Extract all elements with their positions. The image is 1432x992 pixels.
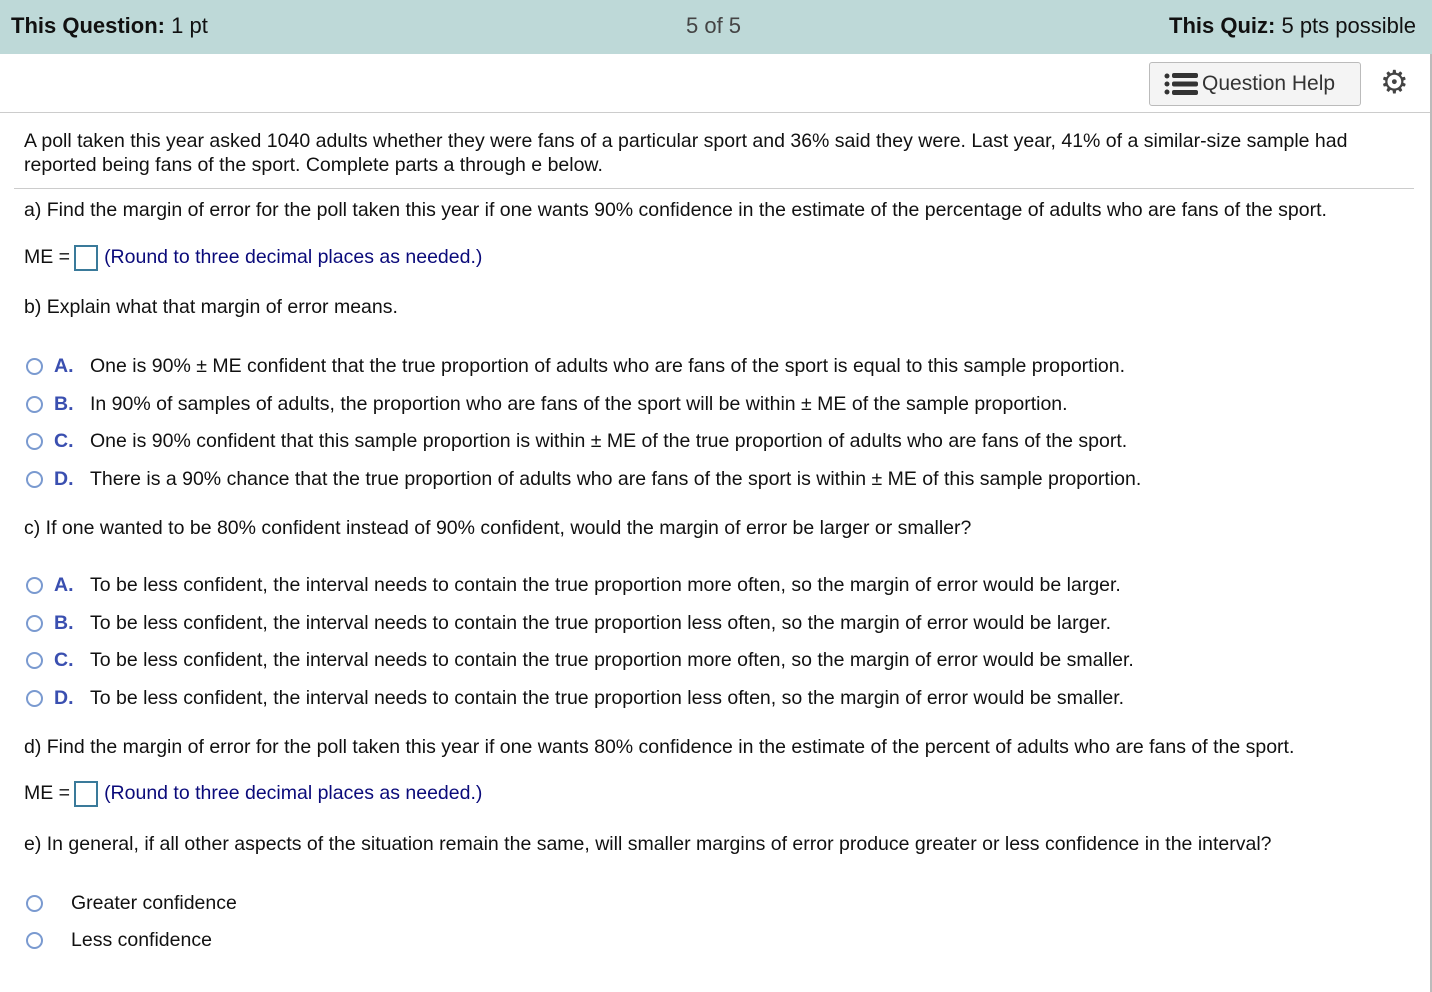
- option-text: There is a 90% chance that the true proportion of adults who are fans of the sport is within ± ME of this sample proportion.: [90, 468, 1142, 490]
- radio-button[interactable]: [26, 471, 43, 488]
- part-d-hint: (Round to three decimal places as needed.): [104, 782, 483, 805]
- part-b-option-a[interactable]: [26, 355, 1125, 378]
- part-a-me-input[interactable]: [74, 245, 98, 271]
- intro-line-2: reported being fans of the sport. Complete parts a through e below.: [24, 154, 603, 176]
- option-letter: A.: [54, 355, 74, 377]
- part-c-option-a[interactable]: [26, 574, 1121, 597]
- option-letter: B.: [54, 612, 74, 634]
- option-letter: D.: [54, 468, 74, 490]
- quiz-points: This Quiz: 5 pts possible: [1169, 13, 1416, 38]
- part-b-option-c[interactable]: [26, 430, 1127, 453]
- list-icon: [1164, 73, 1198, 95]
- option-letter: A.: [54, 574, 74, 596]
- part-a-answer-row: [24, 245, 482, 271]
- radio-button[interactable]: [26, 358, 43, 375]
- part-d-me-input[interactable]: [74, 781, 98, 807]
- part-b-option-b[interactable]: [26, 393, 1068, 416]
- quiz-header: [0, 0, 1432, 54]
- gear-icon[interactable]: ⚙: [1380, 64, 1409, 100]
- part-e-prompt: e) In general, if all other aspects of the situation remain the same, will smaller margins of error produce greater or less confidence in the interval?: [24, 833, 1272, 855]
- option-letter: C.: [54, 430, 74, 452]
- part-d-answer-row: [24, 781, 482, 807]
- part-d-prompt: d) Find the margin of error for the poll taken this year if one wants 80% confidence in the estimate of the percent of adults who are fans of the sport.: [24, 736, 1295, 758]
- option-text: To be less confident, the interval needs to contain the true proportion more often, so the margin of error would be smaller.: [90, 649, 1134, 671]
- radio-button[interactable]: [26, 433, 43, 450]
- part-a-hint: (Round to three decimal places as needed.): [104, 246, 483, 269]
- part-e-option-less[interactable]: [26, 929, 212, 952]
- part-c-option-c[interactable]: [26, 649, 1134, 672]
- radio-button[interactable]: [26, 895, 43, 912]
- radio-button[interactable]: [26, 615, 43, 632]
- part-a-prompt: a) Find the margin of error for the poll taken this year if one wants 90% confidence in the estimate of the percentage of adults who are fans of the sport.: [24, 199, 1327, 221]
- option-text: To be less confident, the interval needs to contain the true proportion more often, so the margin of error would be larger.: [90, 574, 1121, 596]
- radio-button[interactable]: [26, 932, 43, 949]
- intro-line-1: A poll taken this year asked 1040 adults whether they were fans of a particular sport and 36% said they were. Last year, 41% of a similar-size sample had: [24, 130, 1348, 152]
- radio-button[interactable]: [26, 396, 43, 413]
- radio-button[interactable]: [26, 652, 43, 669]
- question-help-button[interactable]: [1149, 62, 1361, 106]
- question-help-label: Question Help: [1202, 72, 1336, 95]
- radio-button[interactable]: [26, 577, 43, 594]
- option-letter: B.: [54, 393, 74, 415]
- radio-button[interactable]: [26, 690, 43, 707]
- part-c-option-b[interactable]: [26, 612, 1111, 635]
- option-text: Greater confidence: [71, 892, 237, 914]
- divider: [14, 188, 1414, 189]
- part-c-option-d[interactable]: [26, 687, 1124, 710]
- option-text: To be less confident, the interval needs to contain the true proportion less often, so the margin of error would be smaller.: [90, 687, 1125, 709]
- option-text: To be less confident, the interval needs to contain the true proportion less often, so the margin of error would be larger.: [90, 612, 1112, 634]
- part-e-option-greater[interactable]: [26, 892, 237, 915]
- question-progress: 5 of 5: [686, 13, 742, 38]
- option-text: In 90% of samples of adults, the proportion who are fans of the sport will be within ± ME of the sample proportion.: [90, 393, 1068, 415]
- option-text: Less confidence: [71, 929, 212, 951]
- me-label: ME =: [24, 246, 71, 269]
- option-letter: C.: [54, 649, 74, 671]
- part-b-option-d[interactable]: [26, 468, 1141, 491]
- option-text: One is 90% ± ME confident that the true proportion of adults who are fans of the sport is equal to this sample proportion.: [90, 355, 1126, 377]
- question-points: This Question: 1 pt: [11, 13, 208, 38]
- me-label: ME =: [24, 782, 71, 805]
- part-c-prompt: c) If one wanted to be 80% confident instead of 90% confident, would the margin of error be larger or smaller?: [24, 517, 972, 539]
- part-b-prompt: b) Explain what that margin of error means.: [24, 296, 398, 318]
- option-text: One is 90% confident that this sample proportion is within ± ME of the true proportion of adults who are fans of the sport.: [90, 430, 1128, 452]
- option-letter: D.: [54, 687, 74, 709]
